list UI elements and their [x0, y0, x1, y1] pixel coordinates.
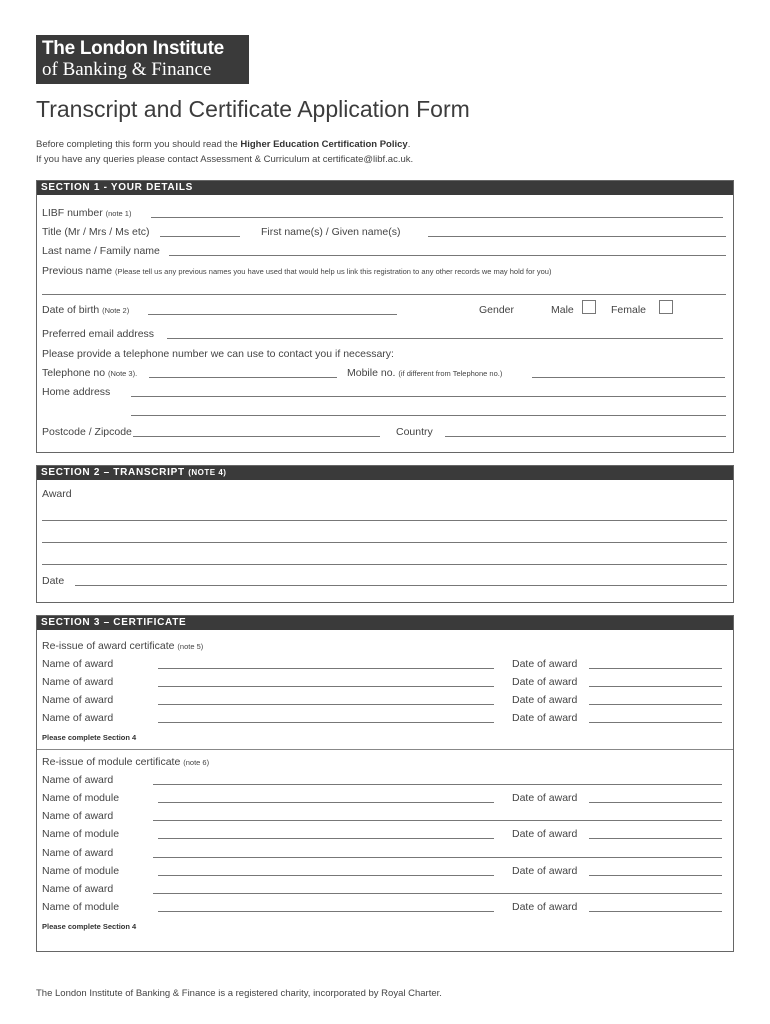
date-of-award-field[interactable] — [589, 722, 722, 723]
home-address-field-1[interactable] — [131, 396, 726, 397]
section-1-your-details — [36, 180, 734, 453]
module-award-label: Name of award — [42, 810, 114, 822]
award-field-3[interactable] — [42, 564, 727, 565]
date-of-award-label: Date of award — [512, 712, 578, 724]
name-of-award-field[interactable] — [158, 668, 494, 669]
name-of-award-label: Name of award — [42, 676, 114, 688]
form-title: Transcript and Certificate Application Form — [36, 96, 470, 122]
module-award-label: Name of award — [42, 883, 114, 895]
telephone-note: (Note 3). — [107, 369, 138, 378]
date-of-award-label: Date of award — [512, 676, 578, 688]
male-checkbox[interactable] — [582, 300, 596, 314]
date-of-award-label: Date of award — [512, 658, 578, 670]
policy-link[interactable]: Higher Education Certification Policy — [240, 139, 408, 150]
module-date-field[interactable] — [589, 838, 722, 839]
female-checkbox[interactable] — [659, 300, 673, 314]
logo-line-1: The London Institute — [42, 38, 224, 59]
name-of-module-field[interactable] — [158, 911, 494, 912]
reissue-module-note: (note 6) — [183, 758, 210, 767]
module-date-field[interactable] — [589, 911, 722, 912]
home-address-label: Home address — [42, 386, 111, 398]
module-award-field[interactable] — [153, 857, 722, 858]
section-2-note: (NOTE 4) — [188, 468, 227, 477]
module-award-label: Name of award — [42, 847, 114, 859]
module-date-label: Date of award — [512, 792, 578, 804]
date-of-award-label: Date of award — [512, 694, 578, 706]
mobile-field[interactable] — [532, 377, 725, 378]
please-complete-note: Please complete Section 4 — [42, 922, 137, 931]
institute-logo — [36, 35, 249, 84]
module-award-label: Name of award — [42, 774, 114, 786]
date-of-award-field[interactable] — [589, 686, 722, 687]
name-of-module-field[interactable] — [158, 838, 494, 839]
module-award-field[interactable] — [153, 820, 722, 821]
name-of-award-field[interactable] — [158, 722, 494, 723]
module-date-label: Date of award — [512, 865, 578, 877]
previous-name-note: (Please tell us any previous names you have used that would help us link this registration to any other records we may hold for you) — [114, 267, 552, 276]
gender-label: Gender — [479, 304, 515, 316]
reissue-award-text: Re-issue of award certificate — [42, 640, 175, 652]
intro-text: Before completing this form you should read the — [36, 139, 241, 150]
libf-number-text: LIBF number — [42, 207, 103, 219]
dob-note: (Note 2) — [102, 306, 130, 315]
module-award-field[interactable] — [153, 784, 722, 785]
reissue-award-heading — [42, 640, 203, 652]
country-label: Country — [396, 426, 433, 438]
module-date-label: Date of award — [512, 828, 578, 840]
date-label: Date — [42, 575, 65, 587]
home-address-field-2[interactable] — [131, 415, 726, 416]
name-of-award-field[interactable] — [158, 686, 494, 687]
reissue-module-text: Re-issue of module certificate — [42, 756, 181, 768]
previous-name-label — [42, 265, 551, 277]
date-of-award-field[interactable] — [589, 668, 722, 669]
country-field[interactable] — [445, 436, 726, 437]
title-label: Title (Mr / Mrs / Ms etc) — [42, 226, 150, 238]
mobile-text: Mobile no. — [347, 367, 396, 379]
reissue-module-heading — [42, 756, 209, 768]
name-of-award-field[interactable] — [158, 704, 494, 705]
award-field-1[interactable] — [42, 520, 727, 521]
previous-name-field[interactable] — [42, 294, 726, 295]
libf-number-field[interactable] — [151, 217, 723, 218]
name-of-award-label: Name of award — [42, 658, 114, 670]
footer-text: The London Institute of Banking & Finance is a registered charity, incorporated by Royal Charter. — [36, 988, 442, 999]
postcode-label: Postcode / Zipcode — [42, 426, 132, 438]
intro-line-1 — [36, 139, 410, 150]
module-date-field[interactable] — [589, 875, 722, 876]
date-field[interactable] — [75, 585, 727, 586]
reissue-award-note: (note 5) — [177, 642, 204, 651]
previous-name-text: Previous name — [42, 265, 113, 277]
telephone-label — [42, 367, 137, 379]
section-2-title: SECTION 2 – TRANSCRIPT — [41, 467, 185, 478]
name-of-module-label: Name of module — [42, 792, 120, 804]
male-label: Male — [551, 304, 574, 316]
section-3-divider — [37, 749, 733, 750]
section-2-header — [37, 466, 733, 480]
name-of-module-field[interactable] — [158, 802, 494, 803]
section-3-header: SECTION 3 – CERTIFICATE — [37, 616, 733, 630]
intro-line-2: If you have any queries please contact Assessment & Curriculum at certificate@libf.ac.uk. — [36, 154, 414, 165]
module-date-field[interactable] — [589, 802, 722, 803]
name-of-module-label: Name of module — [42, 828, 120, 840]
email-field[interactable] — [167, 338, 723, 339]
section-3-certificate — [36, 615, 734, 952]
dob-label — [42, 304, 129, 316]
intro-period: . — [407, 139, 411, 150]
logo-line-2: of Banking & Finance — [42, 59, 212, 80]
mobile-label — [347, 367, 502, 379]
female-label: Female — [611, 304, 647, 316]
module-award-field[interactable] — [153, 893, 722, 894]
last-name-label: Last name / Family name — [42, 245, 160, 257]
name-of-module-label: Name of module — [42, 865, 120, 877]
libf-number-label — [42, 207, 131, 219]
telephone-text: Telephone no — [42, 367, 106, 379]
email-label: Preferred email address — [42, 328, 155, 340]
phone-prompt: Please provide a telephone number we can use to contact you if necessary: — [42, 348, 394, 360]
section-2-transcript — [36, 465, 734, 603]
mobile-note: (if different from Telephone no.) — [398, 369, 503, 378]
telephone-field[interactable] — [149, 377, 337, 378]
name-of-module-label: Name of module — [42, 901, 120, 913]
module-date-label: Date of award — [512, 901, 578, 913]
date-of-award-field[interactable] — [589, 704, 722, 705]
name-of-module-field[interactable] — [158, 875, 494, 876]
name-of-award-label: Name of award — [42, 694, 114, 706]
first-name-label: First name(s) / Given name(s) — [261, 226, 401, 238]
last-name-field[interactable] — [169, 255, 726, 256]
title-field[interactable] — [160, 236, 240, 237]
name-of-award-label: Name of award — [42, 712, 114, 724]
first-name-field[interactable] — [428, 236, 726, 237]
dob-field[interactable] — [148, 314, 397, 315]
award-field-2[interactable] — [42, 542, 727, 543]
libf-note: (note 1) — [105, 209, 132, 218]
please-complete-note: Please complete Section 4 — [42, 733, 137, 742]
dob-text: Date of birth — [42, 304, 100, 316]
postcode-field[interactable] — [133, 436, 380, 437]
section-1-header: SECTION 1 - YOUR DETAILS — [37, 181, 733, 195]
award-label: Award — [42, 488, 72, 500]
